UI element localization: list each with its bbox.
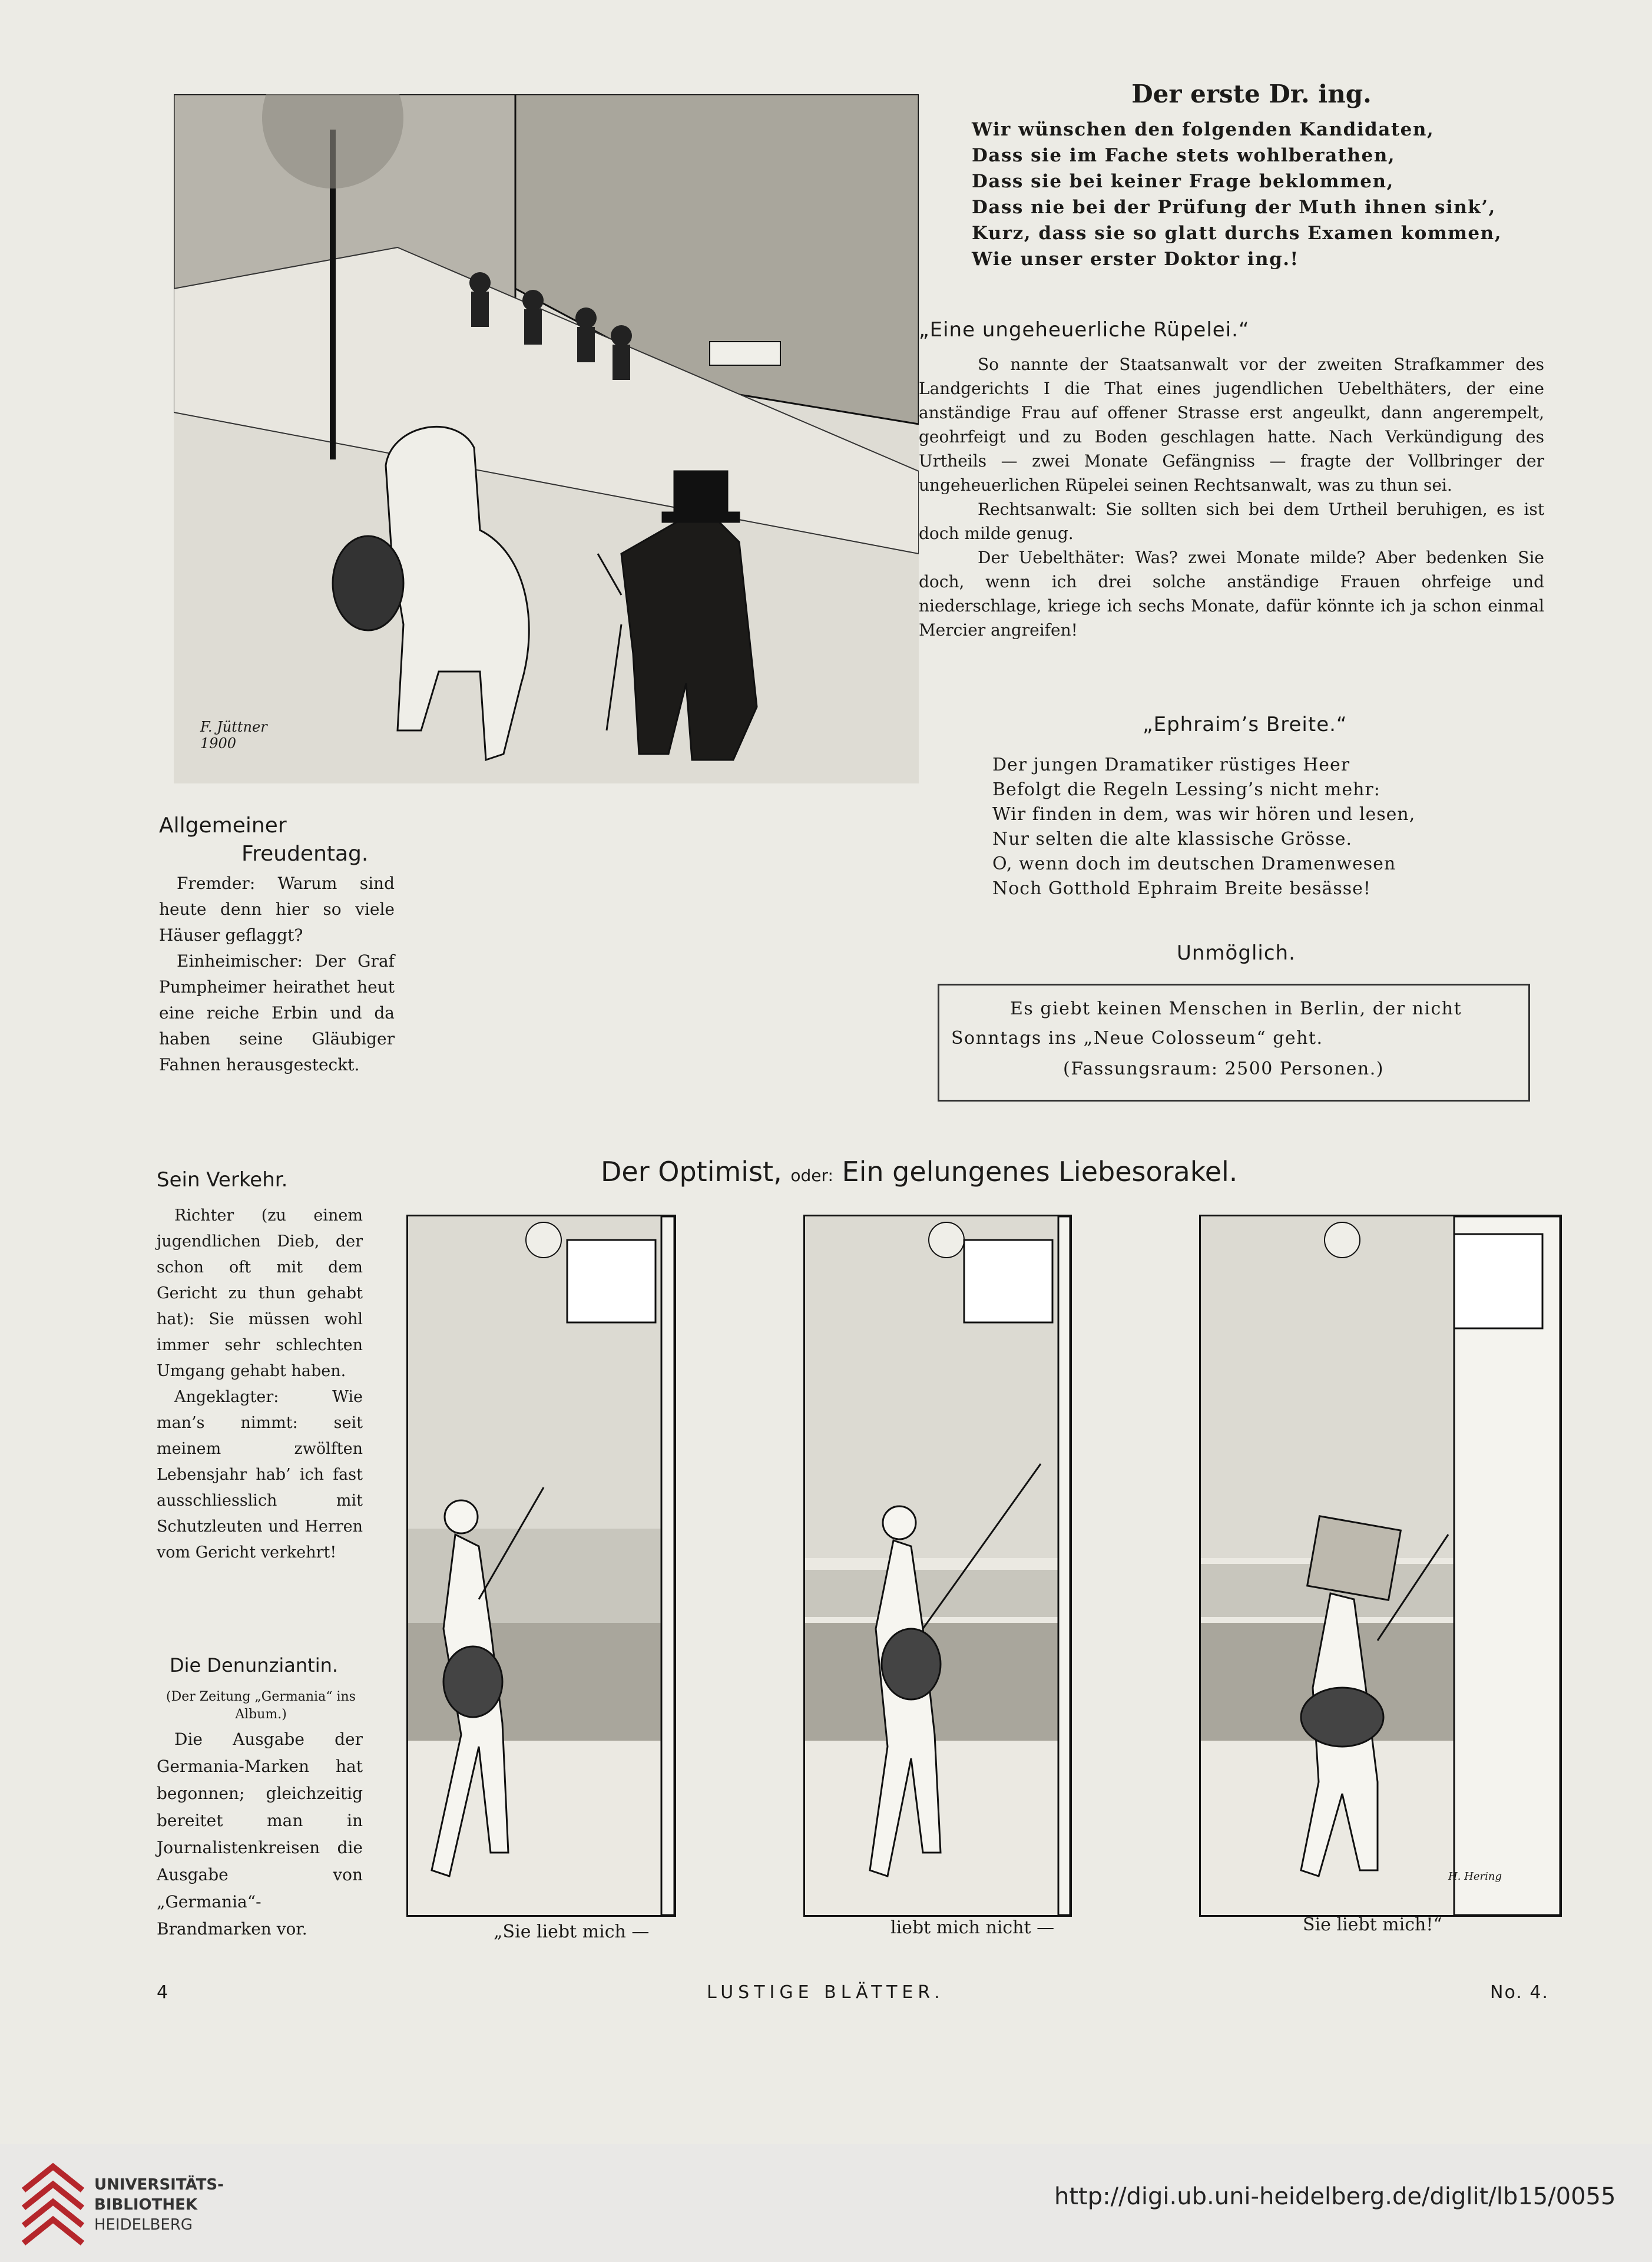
box-line: Es giebt keinen Menschen in Berlin, der nicht bbox=[1010, 998, 1462, 1019]
poem-title: Der erste Dr. ing. bbox=[1131, 80, 1372, 108]
street-scene-illustration bbox=[174, 94, 919, 783]
issue-number: No. 4. bbox=[1490, 1982, 1549, 2003]
article-title-freudentag bbox=[159, 812, 436, 868]
comic-title-connector: oder: bbox=[790, 1166, 833, 1185]
poem-line: O, wenn doch im deutschen Dramenwesen bbox=[992, 854, 1396, 874]
poem-title-ephraim: „Ephraim’s Breite.“ bbox=[1143, 713, 1348, 736]
comic-title-main: Der Optimist, bbox=[601, 1156, 782, 1188]
unmoeglich-box bbox=[938, 984, 1530, 1102]
comic-title-sub: Ein gelungenes Liebesorakel. bbox=[842, 1156, 1238, 1188]
paragraph: So nannte der Staatsanwalt vor der zweiten Strafkammer des Landgerichts I die That eines jugendlichen Uebelthäters, der eine anständige Frau auf offener Strasse erst angeulkt, dann angerempelt, geohrfeigt und zu Boden geschlagen hatte. Nach Verkündigung des Urtheils — zwei Monate Gefängniss — fragte der Vollbringer der ungeheuerlichen Rüpelei seinen Rechtsanwalt, was zu thun sei. bbox=[919, 355, 1544, 495]
comic-caption-1: „Sie liebt mich — bbox=[494, 1922, 650, 1942]
poem-line: Wie unser erster Doktor ing.! bbox=[972, 249, 1299, 270]
box-line: Sonntags ins „Neue Colosseum“ geht. bbox=[951, 1028, 1323, 1049]
article-body-denunziantin bbox=[157, 1726, 363, 1943]
poem-line: Wir finden in dem, was wir hören und lesen, bbox=[992, 804, 1416, 825]
poem-ephraim bbox=[992, 753, 1522, 901]
title-line: Freudentag. bbox=[241, 842, 369, 866]
library-logo-icon bbox=[18, 2161, 88, 2249]
paragraph: Fremder: Warum sind heute denn hier so viele Häuser geflaggt? bbox=[159, 874, 395, 945]
comic-caption-2: liebt mich nicht — bbox=[890, 1917, 1055, 1938]
title-line: Allgemeiner bbox=[159, 813, 287, 838]
artist-signature: F. Jüttner 1900 bbox=[200, 719, 267, 752]
poem-line: Nur selten die alte klassische Grösse. bbox=[992, 829, 1353, 849]
comic-title bbox=[601, 1156, 1237, 1188]
article-title-unmoeglich: Unmöglich. bbox=[1177, 941, 1296, 965]
poem-line: Noch Gotthold Ephraim Breite besässe! bbox=[992, 878, 1371, 899]
paragraph: Angeklagter: Wie man’s nimmt: seit meinem zwölften Lebensjahr hab’ ich fast ausschliesslich mit Schutzleuten und Herren vom Gericht verkehrt! bbox=[157, 1388, 363, 1562]
article-title-ruepelei: „Eine ungeheuerliche Rüpelei.“ bbox=[919, 318, 1250, 342]
magazine-name: LUSTIGE BLÄTTER. bbox=[707, 1982, 945, 2003]
poem-line: Kurz, dass sie so glatt durchs Examen kommen, bbox=[972, 223, 1502, 244]
article-title-denunziantin: Die Denunziantin. bbox=[170, 1654, 339, 1676]
library-name-line: UNIVERSITÄTS- bbox=[94, 2176, 224, 2194]
poem-line: Befolgt die Regeln Lessing’s nicht mehr: bbox=[992, 779, 1380, 800]
comic-caption-3: Sie liebt mich!“ bbox=[1303, 1914, 1442, 1935]
library-name-line: HEIDELBERG bbox=[94, 2216, 193, 2234]
poem-line: Dass nie bei der Prüfung der Muth ihnen sink’, bbox=[972, 197, 1496, 218]
library-name bbox=[94, 2175, 224, 2235]
paragraph: Die Ausgabe der Germania-Marken hat begonnen; gleichzeitig bereitet man in Journalistenkreisen die Ausgabe von „Germania“-Brandmarken vor. bbox=[157, 1729, 363, 1939]
paragraph: Rechtsanwalt: Sie sollten sich bei dem Urtheil beruhigen, es ist doch milde genug. bbox=[919, 500, 1544, 543]
paragraph: Der Uebelthäter: Was? zwei Monate milde? Aber bedenken Sie doch, wenn ich drei solche anständige Frauen ohrfeige und niederschlage, kriege ich sechs Monate, dafür könnte ich ja schon einmal Mercier angreifen! bbox=[919, 548, 1544, 640]
poem-erster-dr-ing bbox=[942, 80, 1561, 272]
article-sub-denunziantin: (Der Zeitung „Germania“ ins Album.) bbox=[166, 1689, 356, 1722]
poem-line: Dass sie bei keiner Frage beklommen, bbox=[972, 171, 1394, 192]
box-line: (Fassungsraum: 2500 Personen.) bbox=[1063, 1059, 1384, 1079]
comic-panel-1 bbox=[406, 1215, 676, 1917]
poem-line: Der jungen Dramatiker rüstiges Heer bbox=[992, 755, 1350, 775]
page-number: 4 bbox=[157, 1982, 173, 2003]
source-url-link[interactable]: http://digi.ub.uni-heidelberg.de/diglit/lb15/0055 bbox=[1054, 2183, 1616, 2210]
article-body-verkehr bbox=[157, 1203, 363, 1566]
paragraph: Richter (zu einem jugendlichen Dieb, der schon oft mit dem Gericht zu thun gehabt hat): Sie müssen wohl immer sehr schlechten Umgang gehabt haben. bbox=[157, 1206, 363, 1380]
article-title-verkehr: Sein Verkehr. bbox=[157, 1168, 288, 1192]
library-bar bbox=[0, 2144, 1652, 2262]
poem-line: Dass sie im Fache stets wohlberathen, bbox=[972, 145, 1396, 166]
poem-line: Wir wünschen den folgenden Kandidaten, bbox=[972, 119, 1435, 140]
artist-signature: H. Hering bbox=[1448, 1870, 1502, 1883]
article-body-ruepelei bbox=[919, 352, 1544, 642]
comic-panel-3 bbox=[1199, 1215, 1562, 1917]
comic-panel-2 bbox=[803, 1215, 1072, 1917]
library-name-line: BIBLIOTHEK bbox=[94, 2196, 198, 2214]
article-body-freudentag bbox=[159, 871, 395, 1078]
paragraph: Einheimischer: Der Graf Pumpheimer heirathet heut eine reiche Erbin und da haben seine Gläubiger Fahnen herausgesteckt. bbox=[159, 951, 395, 1074]
